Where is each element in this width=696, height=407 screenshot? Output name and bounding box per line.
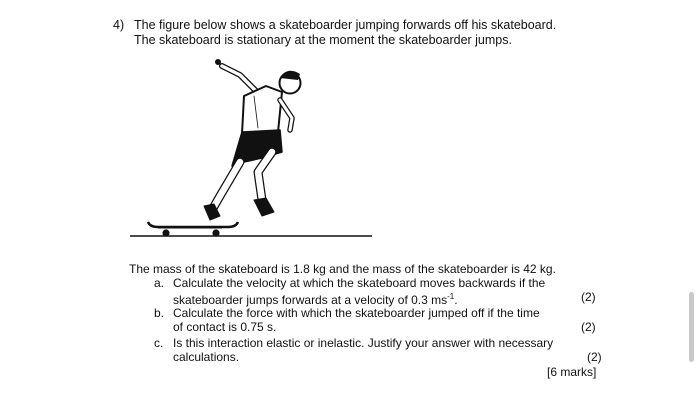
given-data-text: The mass of the skateboard is 1.8 kg and the mass of the skateboarder is 42 kg.: [129, 262, 556, 276]
question-intro-line1: The figure below shows a skateboarder jumping forwards off his skateboard.: [134, 18, 557, 32]
unit-superscript: -1: [447, 292, 455, 301]
total-marks: [6 marks]: [547, 365, 597, 379]
part-c-line1: Is this interaction elastic or inelastic. Justify your answer with necessary: [173, 336, 554, 350]
part-c-marks: (2): [587, 350, 602, 364]
part-a-marks: (2): [581, 290, 596, 304]
part-c-label: c.: [154, 336, 164, 350]
part-b-marks: (2): [581, 320, 596, 334]
part-a-line2: skateboarder jumps forwards at a velocity of 0.3 $ms^{-1}$.: [173, 292, 458, 307]
skateboard-icon: [148, 222, 238, 237]
part-b-line2: of contact is 0.75 s.: [173, 320, 277, 334]
part-a-label: a.: [154, 276, 165, 290]
scrollbar-thumb[interactable]: [689, 292, 694, 362]
part-a-line1: Calculate the velocity at which the skateboard moves backwards if the: [173, 276, 546, 290]
question-intro-line2: The skateboard is stationary at the moment the skateboarder jumps.: [134, 33, 512, 47]
question-number: 4): [113, 18, 125, 32]
part-b-line1: Calculate the force with which the skateboarder jumped off if the time: [173, 306, 540, 320]
part-b-label: b.: [154, 306, 165, 320]
part-c-line2: calculations.: [173, 350, 240, 364]
skater-figure: [204, 59, 301, 220]
